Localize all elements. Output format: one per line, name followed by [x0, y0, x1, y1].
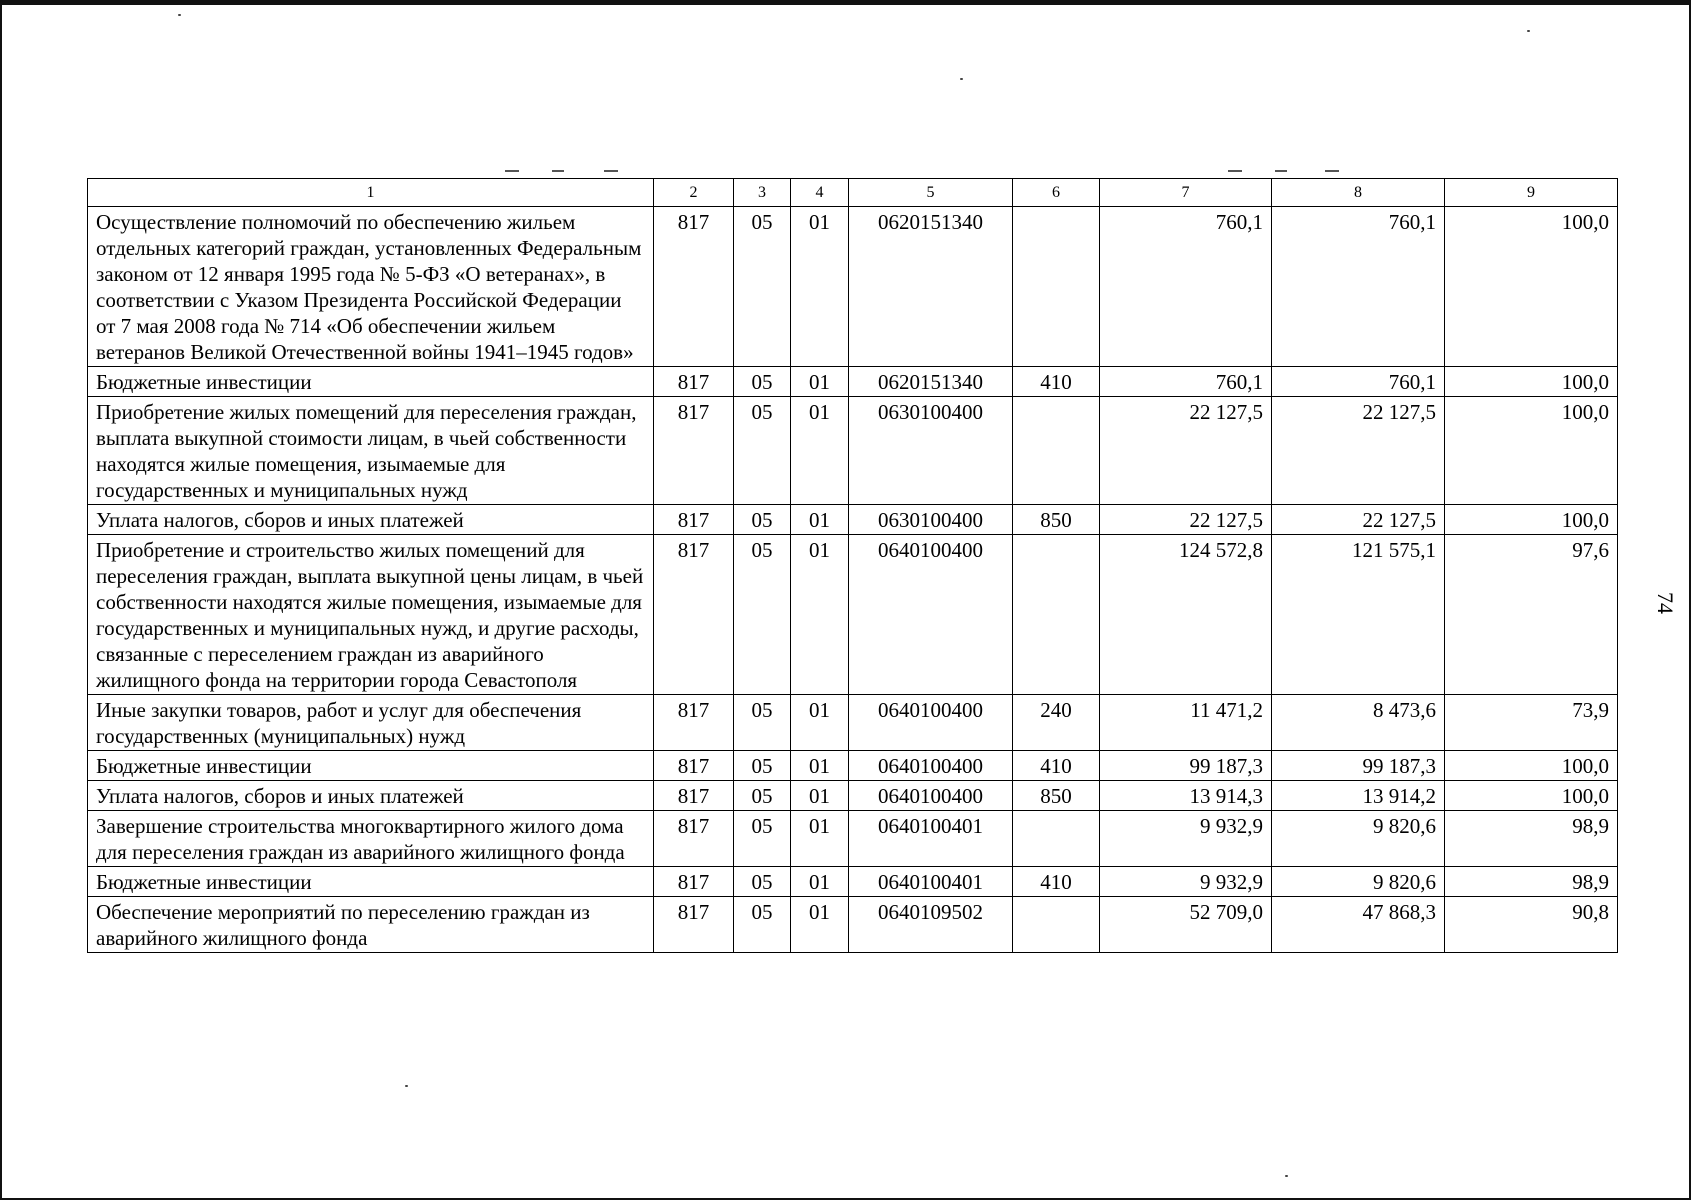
ministry-code-cell: 817: [654, 207, 734, 367]
executed-amount-cell: 47 868,3: [1272, 897, 1445, 953]
column-number-header: 9: [1445, 179, 1618, 207]
planned-amount-cell: 22 127,5: [1100, 397, 1272, 505]
target-item-cell: 0640100400: [849, 695, 1013, 751]
expense-type-cell: [1013, 811, 1100, 867]
ministry-code-cell: 817: [654, 505, 734, 535]
ministry-code-cell: 817: [654, 811, 734, 867]
table-row: [88, 781, 1618, 811]
scan-speck: [960, 78, 963, 80]
section-code-cell: 05: [734, 751, 791, 781]
subsection-code-cell: 01: [791, 897, 849, 953]
target-item-cell: 0620151340: [849, 367, 1013, 397]
page-number: 74: [1653, 592, 1678, 614]
target-item-cell: 0640100400: [849, 535, 1013, 695]
planned-amount-cell: 22 127,5: [1100, 505, 1272, 535]
table-header-row: [88, 179, 1618, 207]
table-row: [88, 897, 1618, 953]
subsection-code-cell: 01: [791, 367, 849, 397]
expense-name-cell: Бюджетные инвестиции: [88, 751, 654, 781]
expense-type-cell: [1013, 897, 1100, 953]
table-row: [88, 207, 1618, 367]
budget-table-container: [87, 178, 1617, 953]
subsection-code-cell: 01: [791, 751, 849, 781]
target-item-cell: 0640109502: [849, 897, 1013, 953]
scan-speck: [1285, 1175, 1288, 1177]
target-item-cell: 0630100400: [849, 505, 1013, 535]
table-row: [88, 505, 1618, 535]
section-code-cell: 05: [734, 897, 791, 953]
section-code-cell: 05: [734, 535, 791, 695]
expense-type-cell: 410: [1013, 751, 1100, 781]
scan-speck: [405, 1085, 408, 1087]
target-item-cell: 0630100400: [849, 397, 1013, 505]
expense-name-cell: Уплата налогов, сборов и иных платежей: [88, 781, 654, 811]
target-item-cell: 0640100401: [849, 811, 1013, 867]
execution-percent-cell: 98,9: [1445, 811, 1618, 867]
scan-artifact: [1275, 170, 1287, 172]
target-item-cell: 0640100400: [849, 751, 1013, 781]
target-item-cell: 0620151340: [849, 207, 1013, 367]
execution-percent-cell: 100,0: [1445, 781, 1618, 811]
ministry-code-cell: 817: [654, 781, 734, 811]
expense-type-cell: 850: [1013, 505, 1100, 535]
scan-artifact: [604, 170, 618, 172]
subsection-code-cell: 01: [791, 781, 849, 811]
table-row: [88, 695, 1618, 751]
table-row: [88, 397, 1618, 505]
column-number-header: 2: [654, 179, 734, 207]
section-code-cell: 05: [734, 781, 791, 811]
table-row: [88, 811, 1618, 867]
execution-percent-cell: 100,0: [1445, 207, 1618, 367]
scan-speck: [178, 14, 181, 16]
execution-percent-cell: 97,6: [1445, 535, 1618, 695]
execution-percent-cell: 100,0: [1445, 397, 1618, 505]
expense-type-cell: [1013, 397, 1100, 505]
planned-amount-cell: 9 932,9: [1100, 867, 1272, 897]
executed-amount-cell: 99 187,3: [1272, 751, 1445, 781]
scan-speck: [1527, 30, 1530, 32]
expense-name-cell: Обеспечение мероприятий по переселению граждан из аварийного жилищного фонда: [88, 897, 654, 953]
planned-amount-cell: 760,1: [1100, 367, 1272, 397]
expense-name-cell: Приобретение жилых помещений для переселения граждан, выплата выкупной стоимости лицам, в чьей собственности находятся жилые помещения, изымаемые для государственных и муниципальных нужд: [88, 397, 654, 505]
table-row: [88, 535, 1618, 695]
ministry-code-cell: 817: [654, 695, 734, 751]
planned-amount-cell: 124 572,8: [1100, 535, 1272, 695]
execution-percent-cell: 100,0: [1445, 505, 1618, 535]
executed-amount-cell: 760,1: [1272, 207, 1445, 367]
column-number-header: 1: [88, 179, 654, 207]
table-row: [88, 751, 1618, 781]
section-code-cell: 05: [734, 867, 791, 897]
ministry-code-cell: 817: [654, 367, 734, 397]
ministry-code-cell: 817: [654, 397, 734, 505]
section-code-cell: 05: [734, 397, 791, 505]
expense-type-cell: 240: [1013, 695, 1100, 751]
expense-name-cell: Уплата налогов, сборов и иных платежей: [88, 505, 654, 535]
expense-type-cell: [1013, 207, 1100, 367]
table-row: [88, 867, 1618, 897]
expense-name-cell: Бюджетные инвестиции: [88, 367, 654, 397]
ministry-code-cell: 817: [654, 867, 734, 897]
section-code-cell: 05: [734, 505, 791, 535]
executed-amount-cell: 22 127,5: [1272, 397, 1445, 505]
subsection-code-cell: 01: [791, 867, 849, 897]
scan-artifact: [1228, 170, 1242, 172]
expense-type-cell: [1013, 535, 1100, 695]
scan-artifact: [505, 170, 519, 172]
subsection-code-cell: 01: [791, 811, 849, 867]
column-number-header: 6: [1013, 179, 1100, 207]
section-code-cell: 05: [734, 811, 791, 867]
execution-percent-cell: 100,0: [1445, 751, 1618, 781]
planned-amount-cell: 13 914,3: [1100, 781, 1272, 811]
subsection-code-cell: 01: [791, 397, 849, 505]
column-number-header: 8: [1272, 179, 1445, 207]
executed-amount-cell: 760,1: [1272, 367, 1445, 397]
planned-amount-cell: 99 187,3: [1100, 751, 1272, 781]
table-row: [88, 367, 1618, 397]
column-number-header: 5: [849, 179, 1013, 207]
section-code-cell: 05: [734, 695, 791, 751]
budget-table: [87, 178, 1618, 953]
planned-amount-cell: 52 709,0: [1100, 897, 1272, 953]
subsection-code-cell: 01: [791, 207, 849, 367]
scan-artifact: [1325, 170, 1339, 172]
target-item-cell: 0640100401: [849, 867, 1013, 897]
expense-name-cell: Бюджетные инвестиции: [88, 867, 654, 897]
execution-percent-cell: 73,9: [1445, 695, 1618, 751]
executed-amount-cell: 9 820,6: [1272, 867, 1445, 897]
subsection-code-cell: 01: [791, 695, 849, 751]
executed-amount-cell: 9 820,6: [1272, 811, 1445, 867]
subsection-code-cell: 01: [791, 535, 849, 695]
column-number-header: 4: [791, 179, 849, 207]
expense-name-cell: Приобретение и строительство жилых помещений для переселения граждан, выплата выкупной цены лицам, в чьей собственности находятся жилые помещения, изымаемые для государственных и муниципальных нужд, и другие расходы, связанные с переселением граждан из аварийного жилищного фонда на территории города Севастополя: [88, 535, 654, 695]
section-code-cell: 05: [734, 367, 791, 397]
section-code-cell: 05: [734, 207, 791, 367]
scan-artifact: [552, 170, 564, 172]
executed-amount-cell: 13 914,2: [1272, 781, 1445, 811]
ministry-code-cell: 817: [654, 751, 734, 781]
column-number-header: 3: [734, 179, 791, 207]
planned-amount-cell: 9 932,9: [1100, 811, 1272, 867]
expense-type-cell: 850: [1013, 781, 1100, 811]
expense-name-cell: Иные закупки товаров, работ и услуг для обеспечения государственных (муниципальных) нужд: [88, 695, 654, 751]
executed-amount-cell: 121 575,1: [1272, 535, 1445, 695]
executed-amount-cell: 22 127,5: [1272, 505, 1445, 535]
column-number-header: 7: [1100, 179, 1272, 207]
target-item-cell: 0640100400: [849, 781, 1013, 811]
executed-amount-cell: 8 473,6: [1272, 695, 1445, 751]
expense-name-cell: Осуществление полномочий по обеспечению жильем отдельных категорий граждан, установленных Федеральным законом от 12 января 1995 года № 5-ФЗ «О ветеранах», в соответствии с Указом Президента Российской Федерации от 7 мая 2008 года № 714 «Об обеспечении жильем ветеранов Великой Отечественной войны 1941–1945 годов»: [88, 207, 654, 367]
ministry-code-cell: 817: [654, 897, 734, 953]
execution-percent-cell: 100,0: [1445, 367, 1618, 397]
expense-type-cell: 410: [1013, 867, 1100, 897]
planned-amount-cell: 11 471,2: [1100, 695, 1272, 751]
expense-name-cell: Завершение строительства многоквартирного жилого дома для переселения граждан из аварийного жилищного фонда: [88, 811, 654, 867]
execution-percent-cell: 90,8: [1445, 897, 1618, 953]
subsection-code-cell: 01: [791, 505, 849, 535]
execution-percent-cell: 98,9: [1445, 867, 1618, 897]
expense-type-cell: 410: [1013, 367, 1100, 397]
ministry-code-cell: 817: [654, 535, 734, 695]
planned-amount-cell: 760,1: [1100, 207, 1272, 367]
